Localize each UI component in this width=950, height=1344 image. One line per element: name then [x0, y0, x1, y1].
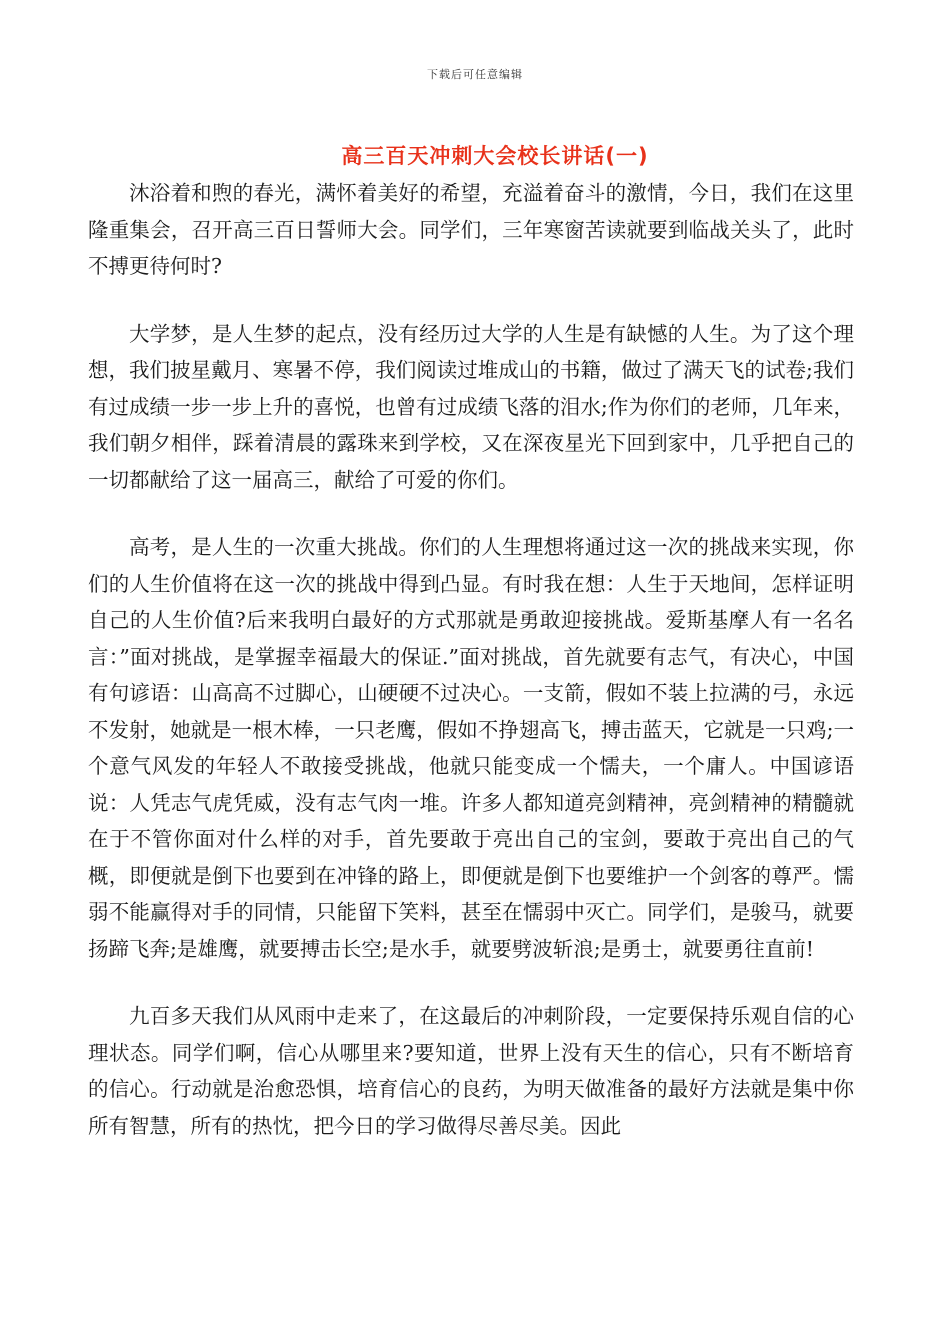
paragraph-4: 九百多天我们从风雨中走来了，在这最后的冲刺阶段，一定要保持乐观自信的心理状态。同学们啊，信心从哪里来?要知道，世界上没有天生的信心，只有不断培育的信心。行动就是治愈恐惧，培育信心的良药，为明天做准备的最好方法就是集中你所有智慧，所有的热忱，把今日的学习做得尽善尽美。因此: [88, 1004, 854, 1138]
document-title: 高三百天冲刺大会校长讲话(一): [341, 144, 649, 168]
header-note: 下载后可任意编辑: [427, 68, 523, 81]
paragraph-2: 大学梦，是人生梦的起点，没有经历过大学的人生是有缺憾的人生。为了这个理想，我们披星戴月、寒暑不停，我们阅读过堆成山的书籍，做过了满天飞的试卷;我们有过成绩一步一步上升的喜悦，也曾有过成绩飞落的泪水;作为你们的老师，几年来，我们朝夕相伴，踩着清晨的露珠来到学校，又在深夜星光下回到家中，几乎把自己的一切都献给了这一届高三，献给了可爱的你们。: [88, 321, 854, 492]
paragraph-3: 高考，是人生的一次重大挑战。你们的人生理想将通过这一次的挑战来实现，你们的人生价值将在这一次的挑战中得到凸显。有时我在想：人生于天地间，怎样证明自己的人生价值?后来我明白最好的方式那就是勇敢迎接挑战。爱斯基摩人有一名名言：”面对挑战，是掌握幸福最大的保证.”面对挑战，首先就要有志气，有决心，中国有句谚语：山高高不过脚心，山硬硬不过决心。一支箭，假如不装上拉满的弓，永远不发射，她就是一根木棒，一只老鹰，假如不挣翅高飞，搏击蓝天，它就是一只鸡;一个意气风发的年轻人不敢接受挑战，他就只能变成一个懦夫，一个庸人。中国谚语说：人凭志气虎凭威，没有志气肉一堆。许多人都知道亮剑精神，亮剑精神的精髓就在于不管你面对什么样的对手，首先要敢于亮出自己的宝剑，要敢于亮出自己的气概，即便就是倒下也要到在冲锋的路上，即便就是倒下也要维护一个剑客的尊严。懦弱不能赢得对手的同情，只能留下笑料，甚至在懦弱中灭亡。同学们，是骏马，就要扬蹄飞奔;是雄鹰，就要搏击长空;是水手，就要劈波斩浪;是勇士，就要勇往直前!: [88, 535, 854, 961]
paragraph-1: 沐浴着和煦的春光，满怀着美好的希望，充溢着奋斗的激情，今日，我们在这里隆重集会，召开高三百日誓师大会。同学们，三年寒窗苦读就要到临战关头了，此时不搏更待何时?: [88, 181, 854, 278]
document-body: [88, 175, 854, 1175]
